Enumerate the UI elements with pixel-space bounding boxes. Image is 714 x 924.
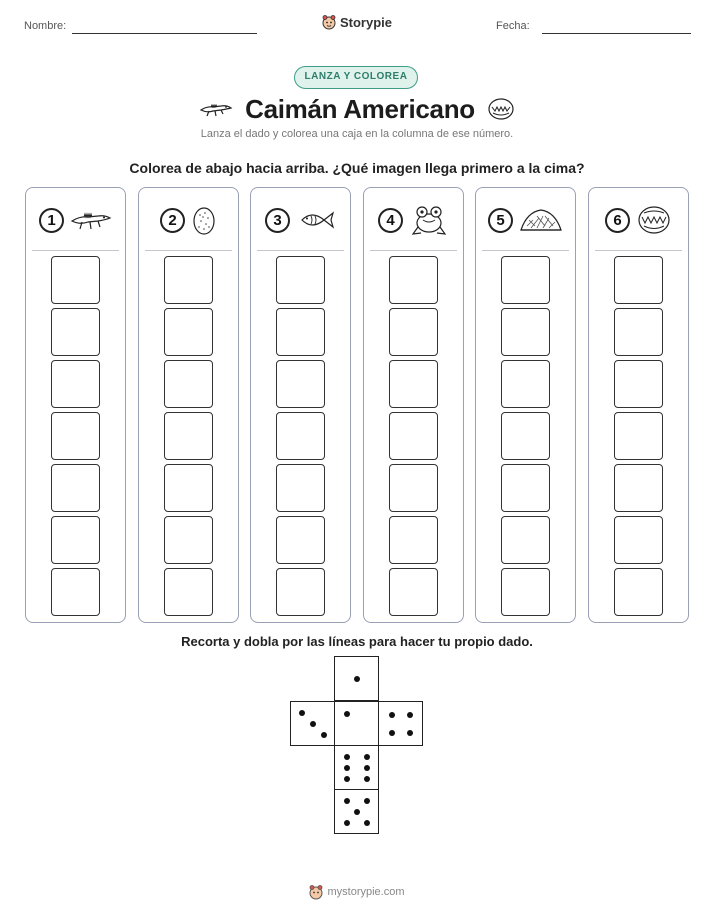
coloring-box[interactable] bbox=[51, 464, 100, 512]
jaws-icon bbox=[487, 97, 515, 121]
coloring-box[interactable] bbox=[501, 516, 550, 564]
coloring-box[interactable] bbox=[51, 256, 100, 304]
fish-icon bbox=[296, 207, 336, 233]
date-label: Fecha: bbox=[496, 20, 530, 32]
footer bbox=[0, 884, 714, 900]
column-number: 3 bbox=[265, 208, 290, 233]
column-6 bbox=[588, 187, 689, 623]
coloring-box[interactable] bbox=[164, 464, 213, 512]
column-3 bbox=[250, 187, 351, 623]
coloring-box[interactable] bbox=[276, 516, 325, 564]
coloring-box[interactable] bbox=[276, 360, 325, 408]
column-number: 5 bbox=[488, 208, 513, 233]
coloring-box[interactable] bbox=[389, 360, 438, 408]
column-2 bbox=[138, 187, 239, 623]
coloring-box[interactable] bbox=[614, 516, 663, 564]
storypie-mascot-icon bbox=[309, 884, 323, 900]
frog-icon bbox=[409, 203, 449, 237]
die-face-5 bbox=[334, 789, 379, 834]
coloring-box[interactable] bbox=[501, 360, 550, 408]
pip bbox=[344, 765, 350, 771]
name-label: Nombre: bbox=[24, 20, 67, 32]
die-face-3 bbox=[290, 701, 335, 746]
pip bbox=[407, 712, 413, 718]
coloring-box[interactable] bbox=[389, 464, 438, 512]
coloring-box[interactable] bbox=[51, 516, 100, 564]
coloring-box[interactable] bbox=[614, 464, 663, 512]
coloring-box[interactable] bbox=[164, 308, 213, 356]
nest-icon bbox=[519, 206, 563, 234]
column-5 bbox=[475, 187, 576, 623]
coloring-box[interactable] bbox=[389, 256, 438, 304]
alligator-icon bbox=[70, 207, 112, 233]
coloring-box[interactable] bbox=[501, 412, 550, 460]
egg-icon bbox=[191, 205, 217, 235]
subtitle: Lanza el dado y colorea una caja en la columna de ese número. bbox=[200, 128, 514, 140]
coloring-box[interactable] bbox=[614, 256, 663, 304]
pip bbox=[344, 820, 350, 826]
coloring-box[interactable] bbox=[164, 568, 213, 616]
coloring-box[interactable] bbox=[614, 360, 663, 408]
alligator-icon bbox=[199, 99, 233, 119]
coloring-box[interactable] bbox=[276, 412, 325, 460]
name-line[interactable] bbox=[72, 33, 257, 34]
pip bbox=[344, 754, 350, 760]
coloring-box[interactable] bbox=[389, 308, 438, 356]
pip bbox=[407, 730, 413, 736]
brand-name: Storypie bbox=[339, 14, 392, 30]
pip bbox=[389, 730, 395, 736]
pip bbox=[344, 776, 350, 782]
die-face-4 bbox=[378, 701, 423, 746]
coloring-box[interactable] bbox=[614, 568, 663, 616]
coloring-box[interactable] bbox=[164, 412, 213, 460]
brand-logo bbox=[0, 14, 714, 30]
cut-instruction: Recorta y dobla por las líneas para hacer tu propio dado. bbox=[181, 634, 533, 649]
coloring-box[interactable] bbox=[51, 568, 100, 616]
column-number: 6 bbox=[605, 208, 630, 233]
coloring-box[interactable] bbox=[389, 568, 438, 616]
coloring-box[interactable] bbox=[51, 412, 100, 460]
pip bbox=[310, 721, 316, 727]
coloring-box[interactable] bbox=[501, 256, 550, 304]
pip bbox=[321, 732, 327, 738]
coloring-box[interactable] bbox=[501, 568, 550, 616]
coloring-box[interactable] bbox=[276, 256, 325, 304]
coloring-box[interactable] bbox=[389, 516, 438, 564]
coloring-box[interactable] bbox=[276, 568, 325, 616]
column-4 bbox=[363, 187, 464, 623]
pip bbox=[389, 712, 395, 718]
pip bbox=[354, 676, 360, 682]
die-face-6 bbox=[334, 745, 379, 790]
pip bbox=[364, 776, 370, 782]
coloring-box[interactable] bbox=[614, 412, 663, 460]
instruction: Colorea de abajo hacia arriba. ¿Qué imagen llega primero a la cima? bbox=[129, 160, 585, 176]
coloring-box[interactable] bbox=[501, 308, 550, 356]
storypie-mascot-icon bbox=[322, 14, 336, 30]
coloring-box[interactable] bbox=[51, 308, 100, 356]
coloring-box[interactable] bbox=[501, 464, 550, 512]
pip bbox=[354, 809, 360, 815]
pip bbox=[364, 765, 370, 771]
column-number: 2 bbox=[160, 208, 185, 233]
activity-badge: LANZA Y COLOREA bbox=[294, 66, 418, 89]
coloring-box[interactable] bbox=[389, 412, 438, 460]
coloring-box[interactable] bbox=[164, 360, 213, 408]
pip bbox=[299, 710, 305, 716]
coloring-box[interactable] bbox=[276, 308, 325, 356]
pip bbox=[344, 711, 350, 717]
die-face-1 bbox=[334, 656, 379, 701]
jaws-icon bbox=[636, 204, 672, 236]
date-line[interactable] bbox=[542, 33, 691, 34]
column-number: 1 bbox=[39, 208, 64, 233]
coloring-box[interactable] bbox=[276, 464, 325, 512]
footer-url[interactable]: mystorypie.com bbox=[327, 886, 405, 898]
pip bbox=[364, 754, 370, 760]
coloring-box[interactable] bbox=[164, 256, 213, 304]
die-face-1 bbox=[334, 701, 379, 746]
column-1 bbox=[25, 187, 126, 623]
column-number: 4 bbox=[378, 208, 403, 233]
page-title: Caimán Americano bbox=[245, 93, 475, 124]
coloring-box[interactable] bbox=[164, 516, 213, 564]
coloring-box[interactable] bbox=[614, 308, 663, 356]
pip bbox=[364, 820, 370, 826]
coloring-box[interactable] bbox=[51, 360, 100, 408]
pip bbox=[364, 798, 370, 804]
pip bbox=[344, 798, 350, 804]
